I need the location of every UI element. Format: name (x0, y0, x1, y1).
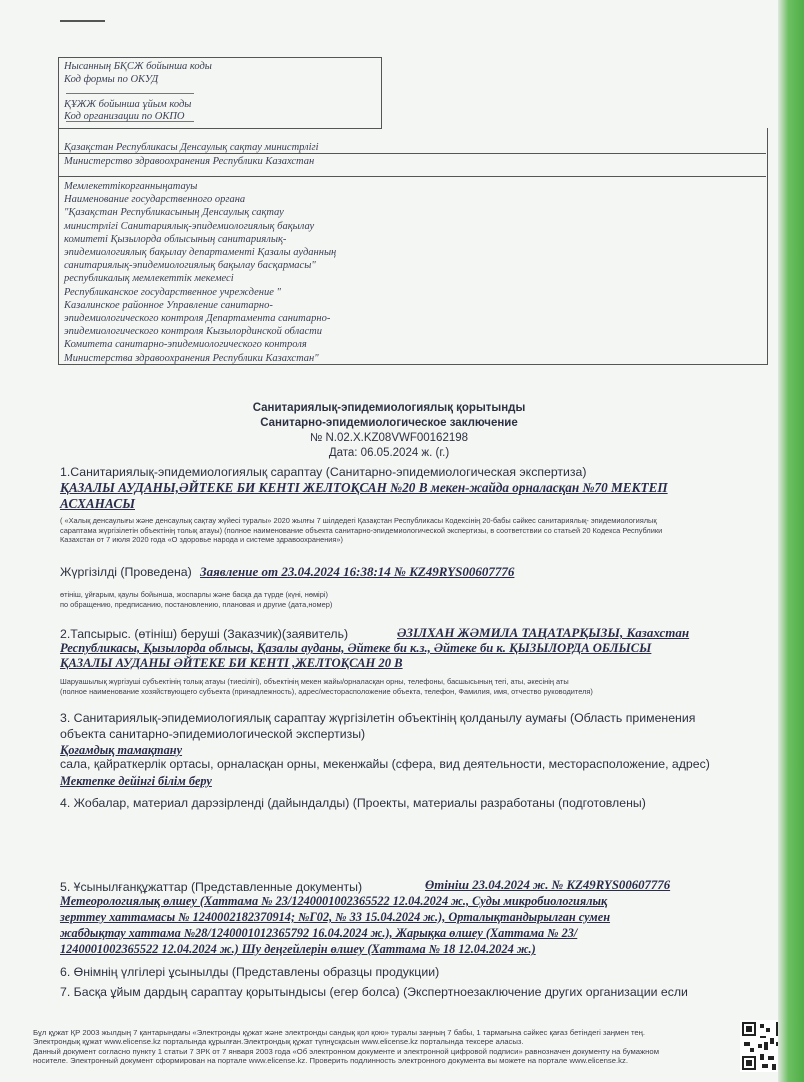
form-code-underline (66, 93, 194, 94)
footer-line: носителе. Электронный документ сформирован на портале www.elicense.kz. Проверить подлинность электронного документа вы можете на портале www.elicense.kz. (33, 1055, 628, 1065)
ministry-ru: Министерство здравоохранения Республики Казахстан (64, 156, 315, 167)
s5-value-1: Өтініш 23.04.2024 ж. № KZ49RYS00607776 (425, 878, 671, 892)
top-dash (60, 20, 105, 22)
agency-line: Республиканское государственное учреждение " (64, 286, 281, 298)
conducted-note (60, 590, 332, 609)
s5-value-5: 1240001002365522 12.04.2024 ж.) Шу деңгейлерін өлшеу (Хаттама № 18 12.04.2024 ж.) (60, 942, 536, 956)
s2-value-3: ҚАЗАЛЫ АУДАНЫ ӘЙТЕКЕ БИ КЕНТІ ,ЖЕЛТОҚСАН 20 В (60, 656, 403, 670)
s2-note-line: (полное наименование хозяйствующего субъекта (принадлежность), адрес/месторасположение объекта, телефон, Фамилия, имя, отчество руководителя) (60, 686, 593, 696)
s5-value-2: Метеорологиялық өлшеу (Хаттама № 23/1240001002365522 12.04.2024 ж., Суды микробиологиялық (60, 894, 608, 908)
form-code-ru: Код формы по ОКУД (64, 74, 159, 85)
agency-line: Наименование государственного органа (64, 194, 246, 206)
s3-label-2: объекта санитарно-эпидемиологической экспертизы) (60, 727, 366, 741)
title-ru: Санитарно-эпидемиологическое заключение (260, 417, 518, 429)
s2-note-line: Шаруашылық жүргізуші субъектінің толық атауы (тиесілігі), объектінің мекен жайы/орналасқан орны, телефоны, басшысының тегі, аты, әкесінің аты (60, 677, 569, 686)
s2-value-2: Республикасы, Қызылорда облысы, Қазалы ауданы, Әйтеке би к.з., Әйтеке би к. ҚЫЗЫЛОРДА ОБЛЫСЫ (60, 641, 652, 655)
green-folder-edge (778, 0, 804, 1082)
s1-value-1: ҚАЗАЛЫ АУДАНЫ,ӘЙТЕКЕ БИ КЕНТІ ЖЕЛТОҚСАН №20 В мекен-жайда орналасқан №70 МЕКТЕП (60, 480, 668, 495)
agency-line: Комитета санитарно-эпидемиологического контроля (64, 339, 307, 351)
agency-line: министрлігі Санитариялық-эпидемиологиялық бақылау (64, 220, 315, 232)
form-code-kz: Нысанның БҚСЖ бойынша коды (64, 61, 212, 72)
s7-label: 7. Басқа ұйым дардың сараптау қорытындысы (егер болса) (Экспертноезаключение других организации если (60, 985, 688, 999)
s6-label: 6. Өнімнің үлгілері ұсынылды (Представлены образцы продукции) (60, 965, 440, 979)
org-code-kz: ҚҰЖЖ бойынша ұйым коды (64, 99, 192, 110)
doc-date: Дата: 06.05.2024 ж. (г.) (328, 447, 450, 459)
s1-note-line: сараптама жүргізілетін объектінің толық атауы) (полное наименование объекта санитарно-эпидемиологической экспертизы, в соответствии со статьей 20 Кодекса Республики (60, 525, 663, 535)
footer-line: Электрондық құжат www.elicense.kz порталында құрылған.Электрондық құжат түпнұсқасын www.elicense.kz порталында тексере аласыз. (33, 1037, 524, 1047)
footer-line: Данный документ согласно пункту 1 статьи 7 ЗРК от 7 января 2003 года «Об электронном документе и электронной цифровой подписи» равнозначен документу на бумажном (33, 1046, 659, 1056)
org-code-ru: Код организации по ОКПО (64, 111, 185, 122)
agency-line: эпидемиологического контроля Кызылординской области (64, 326, 323, 338)
s3-label-3: сала, қайраткерлік ортасы, орналасқан орны, мекенжайы (сфера, вид деятельности, месторасположение, адрес) (60, 757, 710, 771)
s1-note-line: Казахстан от 7 июля 2020 года «О здоровье народа и системе здравоохранения») (60, 535, 344, 544)
agency-line: "Қазақстан Республикасының Денсаулық сақтау (64, 207, 284, 219)
s2-label: 2.Тапсырыс. (өтініш) беруші (Заказчик)(заявитель) (60, 627, 349, 641)
qr-code-icon (740, 1020, 778, 1072)
s3-value-2: Мектепке дейінгі білім беру (60, 774, 212, 788)
agency-line: эпидемиологического контроля Департамента санитарно- (64, 313, 331, 325)
s3-label-1: 3. Санитариялық-эпидемиологиялық сараптау жүргізілетін объектінің қолданылу аумағы (Область применения (60, 711, 696, 725)
ministry-kz: Қазақстан Республикасы Денсаулық сақтау министрлігі (64, 142, 319, 153)
footer-line: Бұл құжат ҚР 2003 жылдың 7 қантарындағы «Электронды құжат және электронды сандық қол қою» туралы заңның 7 бабы, 1 тармағына сәйкес қағаз бетіндегі заңмен тең. (33, 1028, 646, 1037)
s5-value-3: зерттеу хаттамасы № 1240002182370914; №Г02, № 33 15.04.2024 ж.), Орталықтандырылған сумен (60, 910, 611, 924)
agency-divider (58, 176, 766, 177)
s3-value-1: Қоғамдық тамақтану (60, 743, 183, 757)
agency-line: республикалық мемлекеттік мекемесі (64, 273, 234, 285)
s1-note (60, 516, 760, 545)
s5-label: 5. Ұсынылғанқұжаттар (Представленные документы) (60, 880, 363, 894)
agency-name-block (64, 180, 336, 365)
conducted-note-line: по обращению, предписанию, постановлению, плановая и другие (дата,номер) (60, 599, 333, 609)
agency-line: Казалинское районное Управление санитарно- (64, 299, 273, 311)
conducted-note-line: өтініш, ұйғарым, қаулы бойынша, жоспарлы және басқа да түрде (күні, нөмірі) (60, 590, 328, 599)
agency-line: эпидемиологиялық бақылау департаменті Қазалы ауданның (64, 247, 337, 259)
doc-number: № N.02.X.KZ08VWF00162198 (309, 432, 469, 444)
s2-value-1: ӘЗІЛХАН ЖӘМИЛА ТАҢАТАРҚЫЗЫ, Казахстан (397, 625, 690, 640)
agency-line: комитеті Қызылорда облысының санитариялық- (64, 233, 287, 245)
agency-line: санитариялық-эпидемиологиялық бақылау басқармасы" (64, 260, 316, 272)
conducted-value: Заявление от 23.04.2024 16:38:14 № KZ49RYS00607776 (200, 564, 515, 579)
s5-value-4: жабдықтау хаттама №28/1240001012365792 16.04.2024 ж.), Жарықка өлшеу (Хаттама № 23/ (60, 926, 578, 940)
s1-note-line: ( «Халық денсаулығы және денсаулық сақтау жүйесі туралы» 2020 жылғы 7 шілдедегі Қазақстан Республикасы Кодексінің 20-бабы сәйкес санитариялық- эпидемиологиялық (60, 516, 657, 525)
conducted-label: Жүргізілді (Проведена) (60, 565, 192, 579)
s1-label: 1.Санитариялық-эпидемиологиялық сараптау (Санитарно-эпидемиологическая экспертиза) (60, 465, 587, 479)
s1-value-2: АСХАНАСЫ (60, 496, 135, 511)
footer-notice (33, 1028, 723, 1065)
s2-note (60, 677, 593, 696)
agency-line: Министерства здравоохранения Республики Казахстан" (64, 352, 319, 364)
agency-line: Мемлекеттікорганныңатауы (64, 181, 198, 192)
title-kz: Санитариялық-эпидемиологиялық қорытынды (252, 402, 526, 414)
s4-label: 4. Жобалар, материал дарэзірленді (дайындалды) (Проекты, материалы разработаны (подготовлены) (60, 796, 646, 810)
